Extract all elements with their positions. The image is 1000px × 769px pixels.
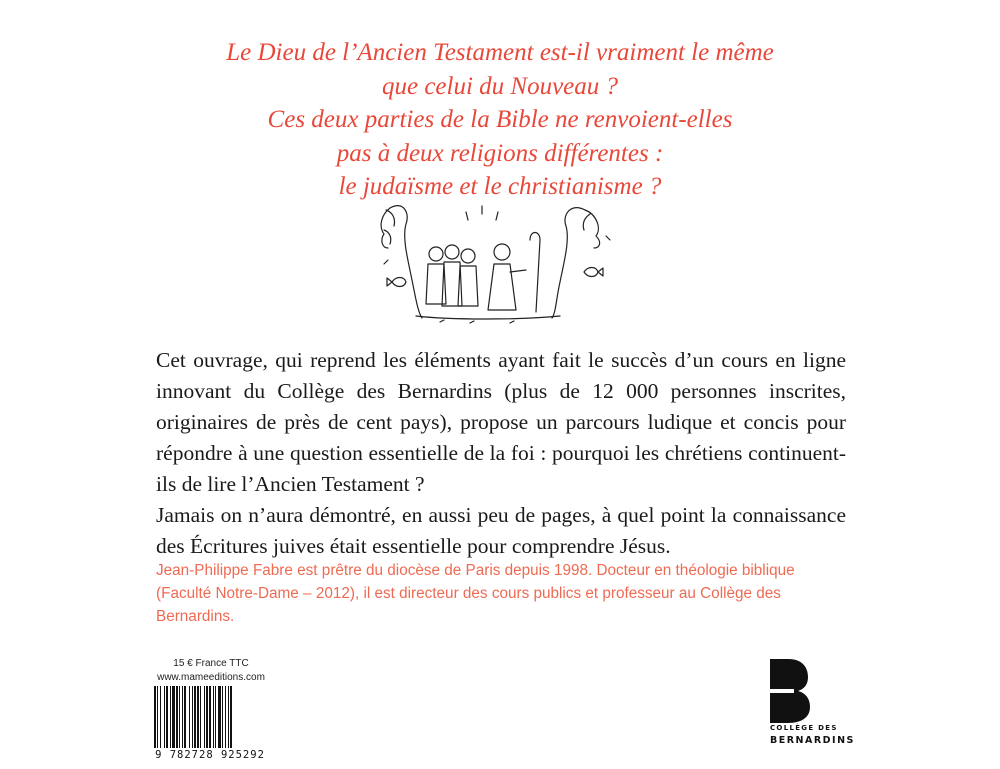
moses-parting-sea-illustration [370, 200, 630, 325]
college-bernardins-logo [762, 657, 852, 747]
description [156, 345, 846, 562]
isbn-number: 9 782728 925292 [155, 749, 265, 761]
author-bio: Jean-Philippe Fabre est prêtre du diocèse de Paris depuis 1998. Docteur en théologie biblique (Faculté Notre-Dame – 2012), il est directeur des cours publics et professeur au Collège des Bernardins. [156, 562, 795, 625]
logo-text-line2: BERNARDINS [770, 735, 855, 746]
description-paragraph: Jamais on n’aura démontré, en aussi peu de pages, à quel point la connaissance des Écritures juives était essentielle pour comprendre Jésus. [156, 503, 846, 558]
publisher-website: www.mameeditions.com [157, 672, 265, 683]
tagline-line: le judaïsme et le christianisme ? [338, 173, 662, 200]
price-block [155, 657, 267, 685]
logo-text-line1: COLLÈGE DES [770, 724, 838, 732]
tagline [100, 36, 900, 204]
tagline-line: Le Dieu de l’Ancien Testament est-il vraiment le même [226, 39, 774, 66]
barcode [152, 686, 268, 748]
tagline-line: Ces deux parties de la Bible ne renvoient-elles [267, 106, 733, 133]
tagline-line: que celui du Nouveau ? [381, 72, 619, 100]
tagline-line: pas à deux religions différentes : [336, 139, 664, 167]
description-paragraph: Cet ouvrage, qui reprend les éléments ayant fait le succès d’un cours en ligne innovant du Collège des Bernardins (plus de 12 000 personnes inscrites, originaires de près de cent pays), propose un parcours ludique et concis pour répondre à une question essentielle de la foi : pourquoi les chrétiens continuent-ils de lire l’Ancien Testament ? [156, 348, 846, 496]
price-label: 15 € France TTC [173, 658, 249, 669]
